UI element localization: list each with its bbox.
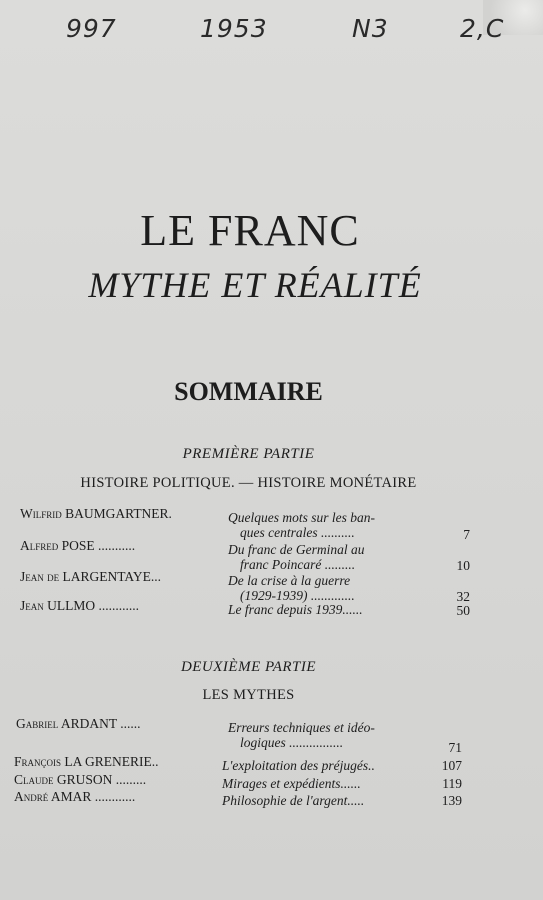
toc-page-number: 10	[456, 558, 470, 573]
toc-author: Jean ULLMO ............	[20, 598, 139, 613]
part-2-label: DEUXIÈME PARTIE	[180, 659, 317, 675]
toc-article-title	[222, 776, 432, 791]
toc-article-line: ques centrales ..........	[240, 525, 355, 540]
toc-page-number: 119	[442, 776, 462, 791]
toc-article-title	[228, 602, 438, 617]
toc-article-title	[222, 758, 432, 773]
toc-article-line: Du franc de Germinal au	[228, 542, 365, 557]
toc-article-title	[228, 542, 438, 572]
part-1-label: PREMIÈRE PARTIE	[182, 446, 315, 462]
toc-article-line: franc Poincaré .........	[240, 557, 356, 572]
toc-article-line: Le franc depuis 1939......	[228, 602, 363, 617]
handwritten-note-1: 997	[66, 14, 117, 43]
part-1-title: HISTOIRE POLITIQUE. — HISTOIRE MONÉTAIRE	[80, 475, 417, 491]
page-subtitle: MYTHE ET RÉALITÉ	[88, 265, 422, 305]
toc-page-number: 107	[441, 758, 462, 773]
part-2-title: LES MYTHES	[202, 687, 295, 703]
toc-article-title	[228, 573, 438, 603]
toc-author: André AMAR ............	[14, 789, 136, 804]
toc-article-title	[228, 720, 438, 750]
toc-author: Claude GRUSON .........	[14, 772, 147, 787]
toc-author: Gabriel ARDANT ......	[16, 716, 141, 731]
toc-article-title	[228, 510, 438, 540]
toc-article-line: (1929-1939) .............	[240, 588, 355, 603]
toc-article-line: De la crise à la guerre	[228, 573, 351, 588]
toc-article-line: Philosophie de l'argent.....	[222, 793, 365, 808]
toc-article-line: Quelques mots sur les ban-	[228, 510, 375, 525]
toc-author: Alfred POSE ...........	[20, 538, 136, 553]
toc-page-number: 139	[441, 793, 462, 808]
toc-author: Jean de LARGENTAYE...	[20, 569, 162, 584]
handwritten-note-2: 1953	[200, 14, 268, 43]
page-title: LE FRANC	[140, 206, 360, 255]
contents-heading: SOMMAIRE	[174, 377, 323, 406]
toc-page-number: 71	[448, 740, 462, 755]
toc-article-line: L'exploitation des préjugés..	[222, 758, 375, 773]
toc-page-number: 7	[463, 527, 470, 542]
toc-page-number: 50	[456, 603, 470, 618]
handwritten-note-3: N3	[352, 14, 389, 43]
toc-author: François LA GRENERIE..	[14, 754, 159, 769]
handwritten-note-4: 2,C	[460, 14, 505, 43]
toc-article-title	[222, 793, 432, 808]
toc-author: Wilfrid BAUMGARTNER.	[20, 506, 172, 521]
toc-page-number: 32	[456, 589, 470, 604]
toc-article-line: Mirages et expédients......	[222, 776, 361, 791]
toc-article-line: Erreurs techniques et idéo-	[228, 720, 375, 735]
toc-article-line: logiques ................	[240, 735, 344, 750]
